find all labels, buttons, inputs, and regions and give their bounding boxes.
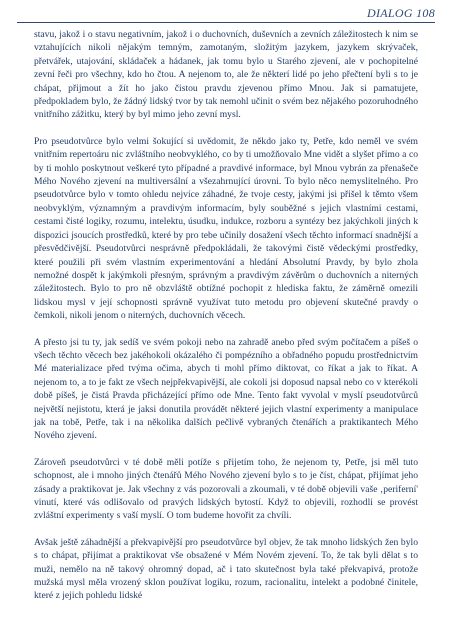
paragraph-3: A přesto jsi tu ty, jak sedíš ve svém pokoji nebo na zahradě anebo před svým počítačem a píšeš o všech těchto věcech bez jakéhokoli okázalého či pompézního a obřadného popudu prostřednictvím Mé materializace před tvýma očima, abych ti mohl přímo diktovat, co říkat a jak to říkat. A nejenom to, a to je fakt ze všech nejpřekvapivější, ale cokoli jsi doposud napsal nebo co v kterékoli době píšeš, je čistá Pravda přicházející přímo ode Mne. Tento fakt vyvolal v myslí pseudotvůrců největší nejistotu, která je jaksi donutila provádět některé jejich vlastní experimenty a manipulace jak na tobě, Petře, tak i na několika dalších pečlivě vybraných čtenářích a praktikantech Mého Nového zjevení. xyxy=(34,336,418,442)
paragraph-4: Zároveň pseudotvůrci v té době měli potíže s přijetím toho, že nejenom ty, Petře, jsi měl tuto schopnost, ale i mnoho jiných čtenářů Mého Nového zjevení bylo s to je číst, chápat, přijímat jeho zásady a praktikovat je. Jak všechny z vás pozorovali a zkoumali, v té době objevili vaše ‚periferní' vinutí, které vás odlišovalo od pravých lidských bytostí. Když to objevili, rozhodli se provést zvláštní experimenty s vaší myslí. O tom budeme hovořit za chvíli. xyxy=(34,456,418,522)
running-header-title: DIALOG 108 xyxy=(367,6,435,20)
body-text xyxy=(34,28,418,603)
header-rule xyxy=(17,22,435,23)
paragraph-1: stavu, jakož i o stavu negativním, jakož i o duchovních, duševních a zevních záležitostech k nim se vztahujících nikoli nějakým temným, zamotaným, složitým jazykem, jazykem skrývaček, přetvářek, utajování, skládaček a hádanek, jak tomu bylo u Starého zjevení, ale v pochopitelné zevní řeči pro všechny, kdo ho čtou. A nejenom to, ale že některí lidé po jeho přečtení byli s to je chápat, přijmout a žít ho jako čistou pravdu zjevenou přímo Mnou. Jak si pamatujete, předpokladem bylo, že žádný lidský tvor by tak nemohl učinit o svém bez nějakého pozoruhodného vnitřního zážitku, který by byl mimo jeho zevní mysl. xyxy=(34,29,418,121)
page-header xyxy=(17,5,435,27)
paragraph-2: Pro pseudotvůrce bylo velmi šokující si uvědomit, že někdo jako ty, Petře, kdo neměl ve svém vnitřním repertoáru nic zvláštního neobvyklého, co by ti umožňovalo Mne vidět a slyšet přímo a co by ti mohlo poskytnout veškeré tyto případné a pravdivé informace, byl Mnou vybrán za přenašeče Mého Nového zjevení na multiversální a všezahrnující úrovni. To bylo něco nemyslitelného. Pro pseudotvůrce bylo v tomto ohledu nejvíce záhadné, že tvoje cesty, jakými jsi přišel k těmto všem neobvyklým, významným a pravdivým informacím, byly souběžné s jejich vlastními cestami, cestami čisté logiky, rozumu, intelektu, úsudku, indukce, rozboru a syntézy bez jakýchkoli jiných k dispozici jsoucích prostředků, které by pro tebe učinily dosažení všech těchto informací snadnější a přesvědčivější. Pseudotvůrci nesprávně předpokládali, že takovými čistě vědeckými prostředky, které použili při svém vlastním experimentování a hledání Absolutní Pravdy, by bylo zhola nemožné dospět k jakýmkoli přesným, správným a pravdivým závěrům o duchovních a niterných záležitostech. Bylo to pro ně obzvláště obtížné pochopit z hlediska faktu, že záměrně omezili lidskou mysl v její schopnosti správně využívat tuto metodu pro objevení skutečné pravdy o čemkoli, nikoli jenom o niterných, duchovních věcech. xyxy=(34,135,418,322)
paragraph-5: Avšak ještě záhadnější a překvapivější pro pseudotvůrce byl objev, že tak mnoho lidských žen bylo s to chápat, přijímat a praktikovat vše obsažené v Mém Novém zjevení. To, že tak byli dělat s to muži, nemělo na ně takový ohromný dopad, ač i tato skutečnost byla také překvapivá, protože mužská mysl měla vrozený sklon používat logiku, rozum, racionalitu, intelekt a podobné činitele, které z jejich pohledu lidské xyxy=(34,536,418,602)
